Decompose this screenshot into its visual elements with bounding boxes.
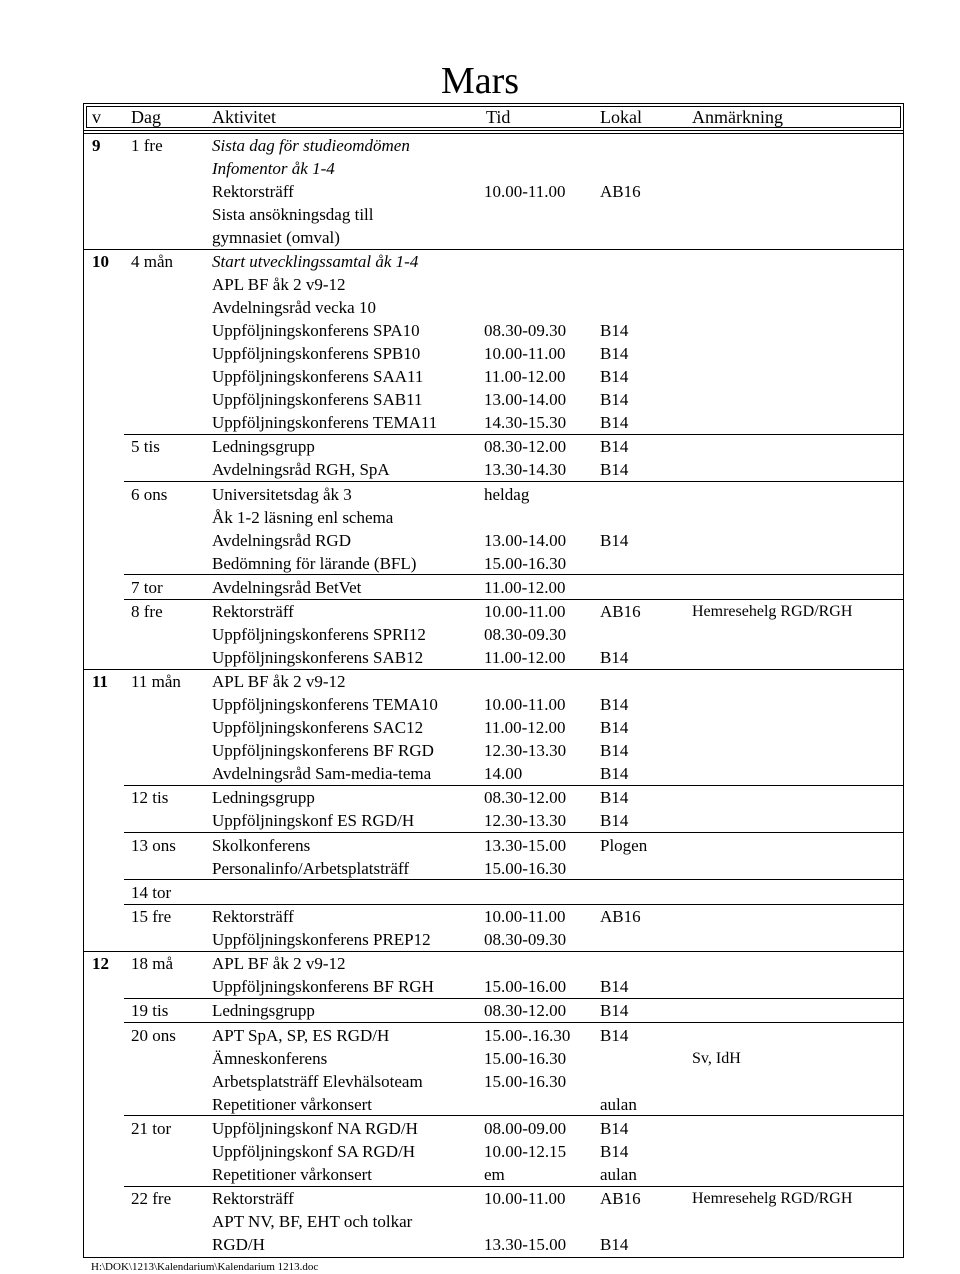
activity-cell: Ledningsgrupp xyxy=(212,788,315,808)
location-cell: B14 xyxy=(600,1001,629,1021)
activity-cell: Uppföljningskonferens SAA11 xyxy=(212,367,424,387)
location-cell: B14 xyxy=(600,977,629,997)
day-cell: 7 tor xyxy=(131,577,163,597)
activity-cell: Uppföljningskonferens SAB12 xyxy=(212,648,424,667)
location-cell: B14 xyxy=(600,1141,629,1161)
activity-cell: Uppföljningskonferens BF RGH xyxy=(212,977,434,997)
day-cell: 21 tor xyxy=(131,1118,172,1138)
table-row xyxy=(0,600,960,623)
table-row xyxy=(0,388,960,411)
table-row xyxy=(0,342,960,365)
remark-cell: Sv, IdH xyxy=(692,1049,741,1067)
location-cell: B14 xyxy=(600,764,629,784)
location-cell: aulan xyxy=(600,1094,637,1114)
activity-cell: Ledningsgrupp xyxy=(212,1001,315,1021)
time-cell: 15.00-.16.30 xyxy=(484,1025,571,1045)
time-cell: em xyxy=(484,1164,505,1184)
time-cell: 15.00-16.30 xyxy=(484,1048,567,1068)
table-row xyxy=(0,975,960,998)
activity-cell: Åk 1-2 läsning enl schema xyxy=(212,507,394,527)
activity-cell: Avdelningsråd RGH, SpA xyxy=(212,460,390,480)
page-title: Mars xyxy=(440,60,520,102)
time-cell: 15.00-16.30 xyxy=(484,858,567,878)
time-cell: 15.00-16.00 xyxy=(484,977,567,997)
table-row xyxy=(0,762,960,785)
table-row xyxy=(0,857,960,880)
activity-cell: Personalinfo/Arbetsplatsträff xyxy=(212,858,410,878)
table-row xyxy=(0,646,960,669)
location-cell: B14 xyxy=(600,695,629,715)
activity-cell: Avdelningsråd RGD xyxy=(212,530,351,550)
table-row xyxy=(0,483,960,506)
header-aktivitet: Aktivitet xyxy=(212,107,276,127)
activity-cell: APL BF åk 2 v9-12 xyxy=(212,275,346,295)
table-row xyxy=(0,905,960,928)
time-cell: 08.30-09.30 xyxy=(484,321,567,341)
table-row xyxy=(0,411,960,434)
activity-cell: Avdelningsråd BetVet xyxy=(212,577,362,597)
location-cell: B14 xyxy=(600,367,629,387)
week-number: 12 xyxy=(92,954,109,974)
location-cell: B14 xyxy=(600,413,629,433)
day-cell: 20 ons xyxy=(131,1025,176,1045)
table-row xyxy=(0,134,960,157)
table-row xyxy=(0,1210,960,1233)
activity-cell: Avdelningsråd Sam-media-tema xyxy=(212,764,432,784)
activity-cell: Rektorsträff xyxy=(212,1189,294,1208)
time-cell: 13.30-14.30 xyxy=(484,460,567,480)
time-cell: 10.00-11.00 xyxy=(484,344,566,364)
day-cell: 18 må xyxy=(131,954,174,974)
day-cell: 6 ons xyxy=(131,484,168,504)
time-cell: 13.30-15.00 xyxy=(484,1235,567,1254)
day-cell: 14 tor xyxy=(131,882,172,902)
week-number: 10 xyxy=(92,252,109,272)
activity-cell: Rektorsträff xyxy=(212,182,294,201)
activity-cell: Rektorsträff xyxy=(212,602,294,621)
location-cell: B14 xyxy=(600,344,629,364)
time-cell: 10.00-11.00 xyxy=(484,695,566,715)
time-cell: 10.00-11.00 xyxy=(484,1189,566,1208)
activity-cell: Uppföljningskonferens SPA10 xyxy=(212,321,420,341)
table-row xyxy=(0,552,960,575)
table-row xyxy=(0,1024,960,1047)
activity-cell: Avdelningsråd vecka 10 xyxy=(212,298,376,318)
time-cell: 11.00-12.00 xyxy=(484,577,566,597)
table-row xyxy=(0,881,960,904)
table-row xyxy=(0,786,960,809)
table-row xyxy=(0,435,960,458)
activity-cell: Uppföljningskonferens BF RGD xyxy=(212,741,434,761)
table-row xyxy=(0,157,960,180)
time-cell: heldag xyxy=(484,484,530,504)
time-cell: 10.00-12.15 xyxy=(484,1141,567,1161)
table-row xyxy=(0,928,960,951)
location-cell: Plogen xyxy=(600,835,648,855)
remark-cell: Hemresehelg RGD/RGH xyxy=(692,1190,853,1207)
activity-cell: Uppföljningskonf ES RGD/H xyxy=(212,811,415,831)
table-row xyxy=(0,576,960,599)
activity-cell: Uppföljningskonferens TEMA11 xyxy=(212,413,438,433)
day-cell: 15 fre xyxy=(131,907,172,926)
table-row xyxy=(0,319,960,342)
activity-cell: Uppföljningskonferens SPB10 xyxy=(212,344,421,364)
activity-cell: Uppföljningskonferens PREP12 xyxy=(212,930,431,949)
location-cell: AB16 xyxy=(600,1189,641,1208)
time-cell: 08.00-09.00 xyxy=(484,1118,567,1138)
activity-cell: Infomentor åk 1-4 xyxy=(212,159,335,178)
time-cell: 10.00-11.00 xyxy=(484,907,566,926)
location-cell: B14 xyxy=(600,1025,629,1045)
activity-cell: Bedömning för lärande (BFL) xyxy=(212,553,417,573)
table-row xyxy=(0,180,960,203)
header-dag: Dag xyxy=(131,107,161,127)
table-row xyxy=(0,693,960,716)
activity-cell: APL BF åk 2 v9-12 xyxy=(212,672,346,692)
activity-cell: gymnasiet (omval) xyxy=(212,228,340,247)
time-cell: 15.00-16.30 xyxy=(484,553,567,573)
file-path-footer: H:\DOK\1213\Kalendarium\Kalendarium 1213.doc xyxy=(91,1261,319,1273)
activity-cell: Repetitioner vårkonsert xyxy=(212,1094,373,1114)
time-cell: 13.30-15.00 xyxy=(484,835,567,855)
week-number: 11 xyxy=(92,672,109,692)
time-cell: 11.00-12.00 xyxy=(484,718,566,738)
table-row xyxy=(0,1187,960,1210)
table-row xyxy=(0,296,960,319)
week-number: 9 xyxy=(92,136,101,155)
time-cell: 12.30-13.30 xyxy=(484,811,567,831)
day-cell: 13 ons xyxy=(131,835,176,855)
table-row xyxy=(0,623,960,646)
activity-cell: Uppföljningskonferens TEMA10 xyxy=(212,695,438,715)
time-cell: 10.00-11.00 xyxy=(484,182,566,201)
table-row xyxy=(0,670,960,693)
location-cell: aulan xyxy=(600,1164,637,1184)
time-cell: 12.30-13.30 xyxy=(484,741,567,761)
table-row xyxy=(0,529,960,552)
time-cell: 14.30-15.30 xyxy=(484,413,567,433)
time-cell: 13.00-14.00 xyxy=(484,390,567,410)
location-cell: B14 xyxy=(600,437,629,457)
table-row xyxy=(0,1163,960,1186)
table-row xyxy=(0,365,960,388)
location-cell: AB16 xyxy=(600,907,641,926)
table-row xyxy=(0,716,960,739)
table-row xyxy=(0,1117,960,1140)
day-cell: 22 fre xyxy=(131,1189,172,1208)
time-cell: 08.30-12.00 xyxy=(484,788,567,808)
day-cell: 8 fre xyxy=(131,602,163,621)
location-cell: AB16 xyxy=(600,182,641,201)
activity-cell: Sista dag för studieomdömen xyxy=(212,136,410,155)
location-cell: AB16 xyxy=(600,602,641,621)
table-row xyxy=(0,250,960,273)
activity-cell: RGD/H xyxy=(212,1235,265,1254)
time-cell: 14.00 xyxy=(484,764,523,784)
table-row xyxy=(0,1093,960,1116)
location-cell: B14 xyxy=(600,741,629,761)
activity-cell: APT NV, BF, EHT och tolkar xyxy=(212,1212,413,1231)
header-lokal: Lokal xyxy=(600,107,642,127)
day-cell: 1 fre xyxy=(131,136,163,155)
activity-cell: Repetitioner vårkonsert xyxy=(212,1164,373,1184)
location-cell: B14 xyxy=(600,321,629,341)
activity-cell: Ledningsgrupp xyxy=(212,437,315,457)
day-cell: 19 tis xyxy=(131,1001,169,1021)
table-row xyxy=(0,1233,960,1256)
remark-cell: Hemresehelg RGD/RGH xyxy=(692,603,853,620)
activity-cell: Uppföljningskonferens SAB11 xyxy=(212,390,423,410)
time-cell: 08.30-09.30 xyxy=(484,625,567,644)
table-row xyxy=(0,809,960,832)
table-row xyxy=(0,226,960,249)
table-row xyxy=(0,1070,960,1093)
activity-cell: Universitetsdag åk 3 xyxy=(212,484,352,504)
day-cell: 4 mån xyxy=(131,252,174,272)
time-cell: 11.00-12.00 xyxy=(484,367,566,387)
location-cell: B14 xyxy=(600,718,629,738)
time-cell: 10.00-11.00 xyxy=(484,602,566,621)
activity-cell: Uppföljningskonferens SAC12 xyxy=(212,718,424,738)
location-cell: B14 xyxy=(600,1235,629,1254)
activity-cell: Start utvecklingssamtal åk 1-4 xyxy=(212,252,419,272)
table-row xyxy=(0,999,960,1022)
time-cell: 08.30-12.00 xyxy=(484,437,567,457)
activity-cell: Uppföljningskonferens SPRI12 xyxy=(212,625,426,644)
location-cell: B14 xyxy=(600,648,629,667)
table-row xyxy=(0,458,960,481)
table-row xyxy=(0,952,960,975)
table-row xyxy=(0,834,960,857)
header-anmarkning: Anmärkning xyxy=(692,107,783,127)
table-row xyxy=(0,1047,960,1070)
time-cell: 13.00-14.00 xyxy=(484,530,567,550)
activity-cell: Arbetsplatsträff Elevhälsoteam xyxy=(212,1071,423,1091)
location-cell: B14 xyxy=(600,390,629,410)
header-tid: Tid xyxy=(486,107,511,127)
table-row xyxy=(0,203,960,226)
activity-cell: Ämneskonferens xyxy=(212,1048,328,1068)
activity-cell: Uppföljningskonf NA RGD/H xyxy=(212,1118,418,1138)
time-cell: 15.00-16.30 xyxy=(484,1071,567,1091)
table-row xyxy=(0,273,960,296)
activity-cell: APL BF åk 2 v9-12 xyxy=(212,954,346,974)
activity-cell: Rektorsträff xyxy=(212,907,294,926)
table-bottom-border xyxy=(83,1257,904,1258)
location-cell: B14 xyxy=(600,788,629,808)
table-row xyxy=(0,739,960,762)
activity-cell: Skolkonferens xyxy=(212,835,311,855)
location-cell: B14 xyxy=(600,1118,629,1138)
location-cell: B14 xyxy=(600,460,629,480)
activity-cell: Sista ansökningsdag till xyxy=(212,205,374,224)
time-cell: 08.30-12.00 xyxy=(484,1001,567,1021)
activity-cell: Uppföljningskonf SA RGD/H xyxy=(212,1141,416,1161)
time-cell: 11.00-12.00 xyxy=(484,648,566,667)
time-cell: 08.30-09.30 xyxy=(484,930,567,949)
location-cell: B14 xyxy=(600,811,629,831)
location-cell: B14 xyxy=(600,530,629,550)
day-cell: 12 tis xyxy=(131,788,169,808)
day-cell: 5 tis xyxy=(131,437,160,457)
day-cell: 11 mån xyxy=(131,672,181,692)
table-row xyxy=(0,506,960,529)
table-row xyxy=(0,1140,960,1163)
activity-cell: APT SpA, SP, ES RGD/H xyxy=(212,1025,390,1045)
header-v: v xyxy=(92,107,101,127)
